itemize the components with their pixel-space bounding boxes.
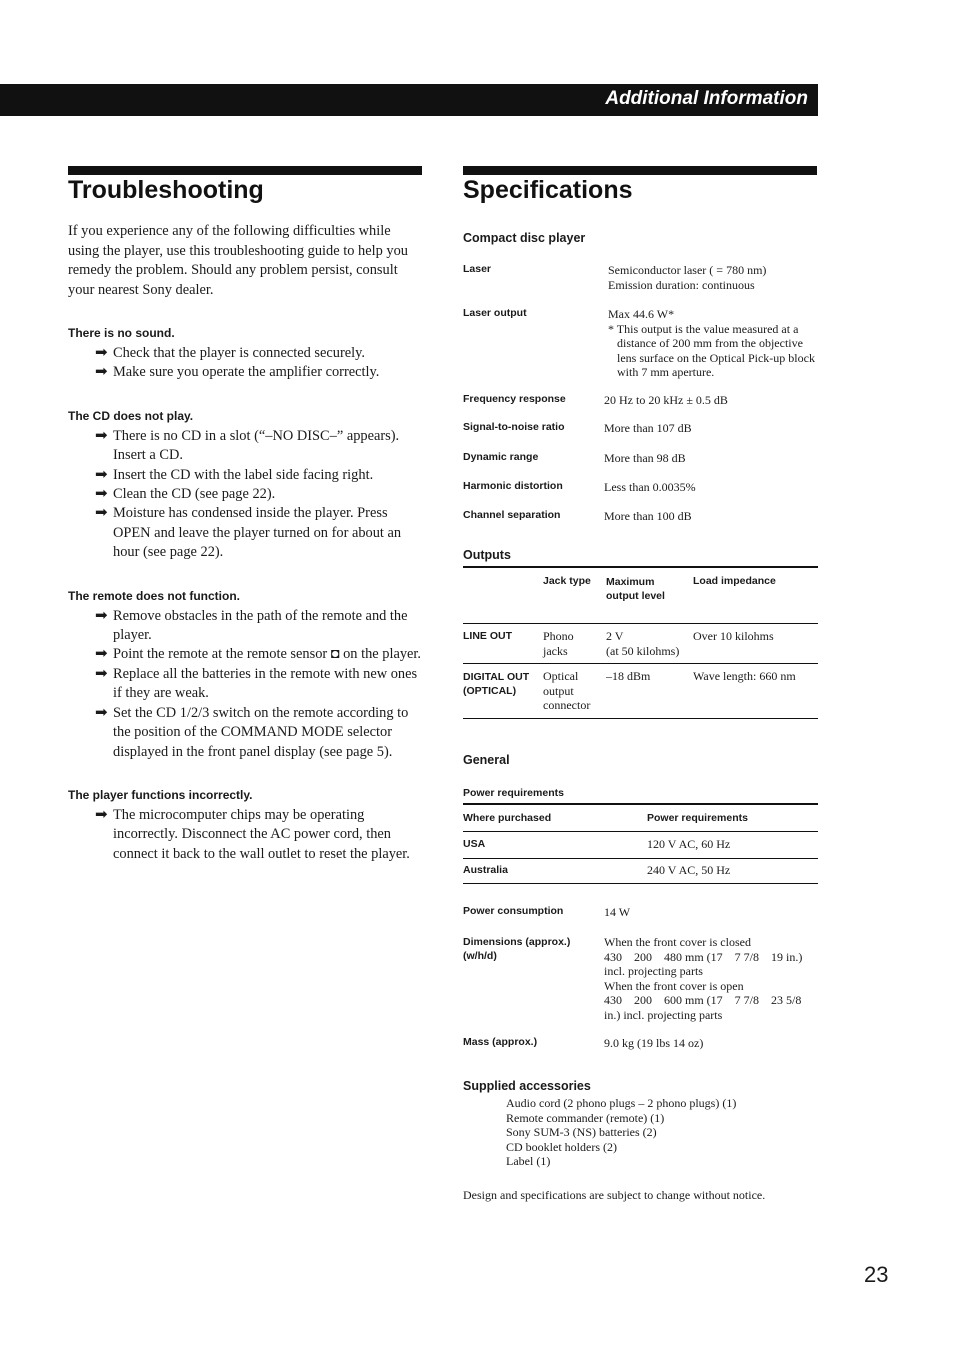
dimension-line: When the front cover is closed xyxy=(604,935,751,949)
power-requirements-label: Power requirements xyxy=(463,787,564,799)
troubleshooting-section xyxy=(68,222,424,864)
table-rule xyxy=(463,803,818,805)
table-rule xyxy=(463,831,818,832)
problem-item xyxy=(68,326,424,383)
outputs-col-load: Load impedance xyxy=(693,575,776,587)
problem-title: The remote does not function. xyxy=(68,588,241,603)
spec-value: Max 44.6 W* xyxy=(608,307,675,321)
remedy-item xyxy=(68,665,424,704)
accessory-item: Sony SUM-3 (NS) batteries (2) xyxy=(506,1125,657,1139)
troubleshooting-intro: If you experience any of the following difficulties while using the player, use this troubleshooting guide to help you remedy the problem. Should any problem persist, consult your nearest Sony dealer. xyxy=(68,223,408,298)
remedy-text: Insert the CD with the label side facing right. xyxy=(113,466,374,483)
dimension-line: 430 200 480 mm (17 7 7/8 19 in.) xyxy=(604,949,803,964)
spec-label: Laser xyxy=(463,263,492,275)
footer-note: Design and specifications are subject to change without notice. xyxy=(463,1188,766,1202)
outputs-row-name: LINE OUT xyxy=(463,630,512,642)
spec-label: Channel separation xyxy=(463,509,561,521)
arrow-icon: ➡ xyxy=(95,505,108,522)
remedy-text: Set the CD 1/2/3 switch on the remote according to the position of the COMMAND MODE selector displayed in the front panel display (see page 5). xyxy=(113,704,409,760)
spec-value: Less than 0.0035% xyxy=(604,480,696,494)
outputs-row-level: 2 V (at 50 kilohms) xyxy=(606,629,680,658)
remedy-item xyxy=(68,504,424,562)
arrow-icon: ➡ xyxy=(95,704,108,721)
arrow-icon: ➡ xyxy=(95,607,108,624)
accessory-item: Label (1) xyxy=(506,1154,551,1168)
remedy-item xyxy=(68,607,424,646)
table-rule xyxy=(463,663,818,664)
table-rule xyxy=(463,566,818,568)
remedy-text: Moisture has condensed inside the player. Press OPEN and leave the player turned on for about an hour (see page 22). xyxy=(113,505,402,561)
outputs-row-name: DIGITAL OUT (OPTICAL) xyxy=(463,671,530,697)
cd-player-heading: Compact disc player xyxy=(463,231,586,245)
remedy-item xyxy=(68,645,424,664)
accessory-item: CD booklet holders (2) xyxy=(506,1139,617,1154)
outputs-row-load: Wave length: 660 nm xyxy=(693,669,796,683)
section-header-bar xyxy=(0,84,818,116)
arrow-icon: ➡ xyxy=(95,364,108,381)
remedy-item xyxy=(68,485,424,504)
spec-label: Signal-to-noise ratio xyxy=(463,421,565,433)
outputs-row-jack: Phono jacks xyxy=(543,629,574,658)
remedy-item xyxy=(68,806,424,864)
dimension-line: in.) incl. projecting parts xyxy=(604,1007,723,1022)
problem-title: The player functions incorrectly. xyxy=(68,787,253,802)
page-number: 23 xyxy=(864,1262,889,1287)
remedy-text: Remove obstacles in the path of the remote and the player. xyxy=(113,607,408,644)
accessory-item: Audio cord (2 phono plugs – 2 phono plugs) (1) xyxy=(506,1096,737,1110)
outputs-row-load: Over 10 kilohms xyxy=(693,629,774,643)
table-rule xyxy=(463,718,818,719)
spec-footnote: * This output is the value measured at a distance of 200 mm from the objective lens surface on the Optical Pick-up block with 7 mm aperture. xyxy=(608,321,815,379)
table-rule xyxy=(463,883,818,884)
arrow-icon: ➡ xyxy=(95,665,108,682)
arrow-icon: ➡ xyxy=(95,466,108,483)
spec-value: More than 98 dB xyxy=(604,451,686,465)
general-heading: General xyxy=(463,753,510,767)
dimension-line: When the front cover is open xyxy=(604,978,744,993)
spec-label: Frequency response xyxy=(463,393,566,405)
remedy-text: There is no CD in a slot (“–NO DISC–” appears). Insert a CD. xyxy=(113,427,400,464)
outputs-heading: Outputs xyxy=(463,548,511,562)
spec-value: 14 W xyxy=(604,905,631,919)
spec-label: Mass (approx.) xyxy=(463,1036,538,1048)
remedy-text: Make sure you operate the amplifier correctly. xyxy=(113,364,380,381)
remedy-item xyxy=(68,427,424,466)
outputs-row-jack: Optical output connector xyxy=(543,669,591,712)
outputs-col-jack: Jack type xyxy=(543,575,591,587)
remedy-item xyxy=(68,363,424,382)
arrow-icon: ➡ xyxy=(95,486,108,503)
power-row-where: Australia xyxy=(463,864,508,876)
problem-title: There is no sound. xyxy=(68,326,175,340)
arrow-icon: ➡ xyxy=(95,345,108,361)
remedy-text: Check that the player is connected securely. xyxy=(113,345,365,361)
section-title: Additional Information xyxy=(605,88,808,109)
table-rule xyxy=(463,623,818,624)
accessories-list xyxy=(506,1096,736,1169)
remedy-text: Replace all the batteries in the remote with new ones if they are weak. xyxy=(113,665,418,702)
heading-rule xyxy=(463,166,817,175)
spec-value: 20 Hz to 20 kHz ± 0.5 dB xyxy=(604,393,728,407)
heading-rule xyxy=(68,166,422,175)
spec-label: Laser output xyxy=(463,307,527,319)
remedy-text: Point the remote at the remote sensor ◘ on the player. xyxy=(113,646,422,663)
spec-label: Harmonic distortion xyxy=(463,480,563,492)
outputs-col-level: Maximum output level xyxy=(606,576,665,602)
spec-value: Emission duration: continuous xyxy=(608,277,755,292)
remedy-text: Clean the CD (see page 22). xyxy=(113,486,276,503)
spec-label: Dynamic range xyxy=(463,451,539,463)
remedy-text: The microcomputer chips may be operating incorrectly. Disconnect the AC power cord, then connect it back to the wall outlet to reset the player. xyxy=(113,806,410,862)
outputs-row-level: –18 dBm xyxy=(606,669,651,683)
remedy-item xyxy=(68,704,424,762)
power-col-requirements: Power requirements xyxy=(647,812,748,824)
spec-label: Dimensions (approx.) (w/h/d) xyxy=(463,936,571,962)
power-row-where: USA xyxy=(463,838,486,850)
troubleshooting-title: Troubleshooting xyxy=(68,176,264,204)
arrow-icon: ➡ xyxy=(95,427,108,444)
accessory-item: Remote commander (remote) (1) xyxy=(506,1110,665,1125)
problem-list xyxy=(68,326,424,864)
dimension-line: incl. projecting parts xyxy=(604,964,703,978)
spec-value: Semiconductor laser ( = 780 nm) xyxy=(608,263,767,277)
accessories-heading: Supplied accessories xyxy=(463,1079,591,1093)
remedy-item xyxy=(68,344,424,363)
specifications-title: Specifications xyxy=(463,176,633,204)
problem-title: The CD does not play. xyxy=(68,408,194,423)
spec-value: More than 107 dB xyxy=(604,421,692,435)
power-col-where: Where purchased xyxy=(463,812,552,824)
problem-item xyxy=(68,409,424,563)
remedy-item xyxy=(68,466,424,485)
spec-label: Power consumption xyxy=(463,905,564,917)
dimension-line: 430 200 600 mm (17 7 7/8 23 5/8 xyxy=(604,993,802,1007)
power-row-value: 240 V AC, 50 Hz xyxy=(647,863,731,877)
power-row-value: 120 V AC, 60 Hz xyxy=(647,837,731,851)
table-rule xyxy=(463,858,818,859)
problem-item xyxy=(68,788,424,864)
spec-value: More than 100 dB xyxy=(604,509,692,523)
problem-item xyxy=(68,589,424,762)
spec-value: 9.0 kg (19 lbs 14 oz) xyxy=(604,1036,704,1050)
spec-value xyxy=(604,935,818,1022)
arrow-icon: ➡ xyxy=(95,646,108,663)
arrow-icon: ➡ xyxy=(95,806,108,823)
